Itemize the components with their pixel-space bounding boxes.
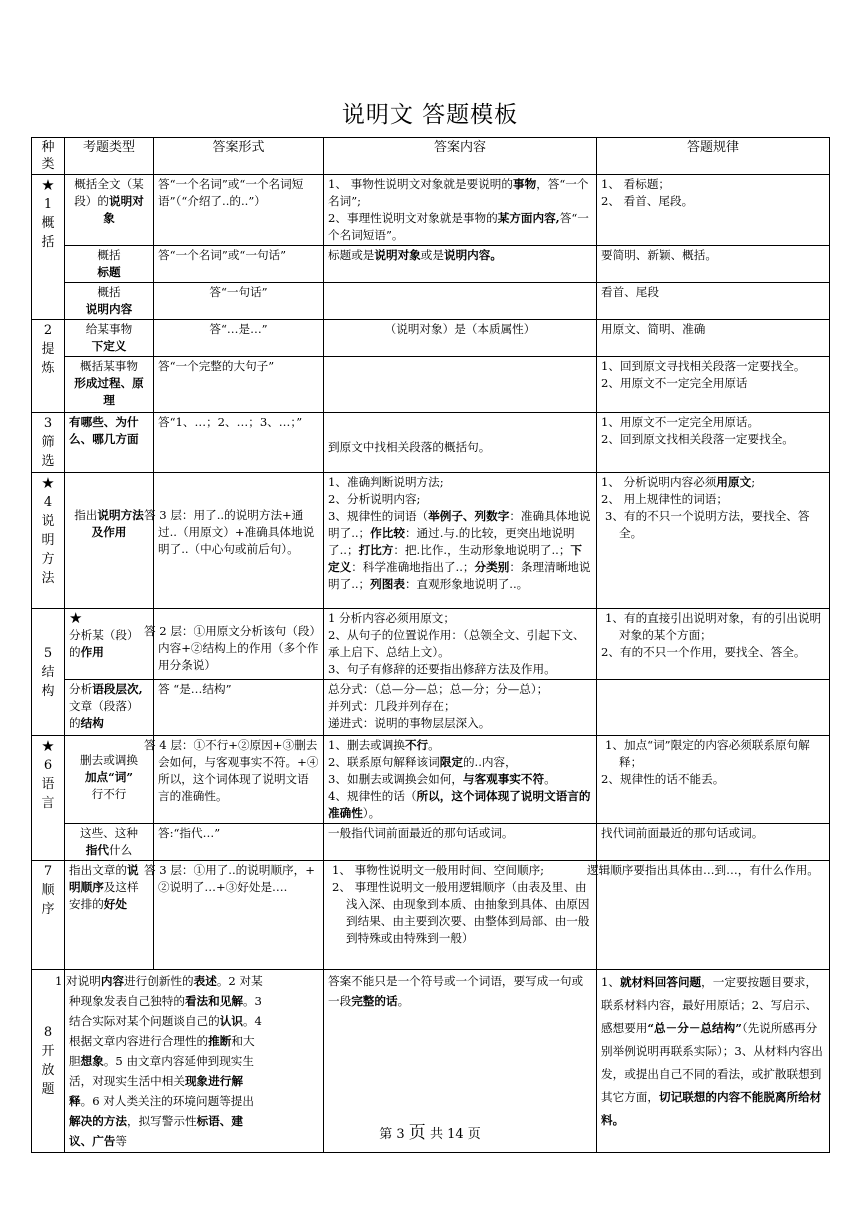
- answer-rule-cell: 1、 分析说明内容必须用原文; 2、 用上规律性的词语； 3、有的不只一个说明方法，要找全、答全。: [597, 473, 830, 609]
- answer-rule-cell: 找代词前面最近的那句话或词。: [597, 824, 830, 861]
- star-icon: ★: [41, 176, 55, 194]
- question-type-cell: ★ 分析某（段）的作用: [65, 609, 154, 680]
- answer-rule-cell: 看首、尾段: [597, 283, 830, 320]
- table-row: [32, 473, 830, 609]
- category-cell: 5 结构: [32, 609, 65, 736]
- answer-form-cell: 答 4 层：①不行+②原因+③删去会如何，与客观事实不符。+④所以，这个词体现了说明文语言的准确性。: [154, 736, 324, 824]
- answer-form-cell: 答 2 层：①用原文分析该句（段）内容+②结构上的作用（多个作用分条说）: [154, 609, 324, 680]
- table-row: [32, 357, 830, 413]
- header-answer-form: 答案形式: [154, 138, 324, 175]
- page-label: 页: [408, 1123, 426, 1143]
- question-type-cell: 概括 说明内容: [65, 283, 154, 320]
- star-icon: ★: [69, 609, 83, 627]
- answer-rule-cell: 要简明、新颖、概括。: [597, 246, 830, 283]
- category-cell: 7 顺序: [32, 861, 65, 970]
- header-category: 种类: [32, 138, 65, 175]
- category-cell: 2 提炼: [32, 320, 65, 413]
- category-cell: 3 筛选: [32, 413, 65, 473]
- answer-rule-cell: 用原文、简明、准确: [597, 320, 830, 357]
- answer-content-cell: [324, 357, 597, 413]
- category-cell: 8 开放题: [32, 970, 65, 1153]
- answer-form-cell: 答“一个名词”或“一句话”: [154, 246, 324, 283]
- answer-content-cell: 标题或是说明对象或是说明内容。: [324, 246, 597, 283]
- answer-rule-cell: 1、用原文不一定完全用原话。 2、回到原文找相关段落一定要找全。: [597, 413, 830, 473]
- answer-content-cell: 1、删去或调换不行。 2、联系原句解释该词限定的..内容， 3、如删去或调换会如何，与客观事实不符。 4、规律性的话（所以，这个词体现了说明文语言的准确性）。: [324, 736, 597, 824]
- answer-rule-cell: 1、加点“词”限定的内容必须联系原句解释； 2、规律性的话不能丢。: [597, 736, 830, 824]
- question-type-cell: 1 对说明内容进行创新性的表述。2 对某种现象发表自己独特的看法和见解。3 结合实际对某个问题谈自己的认识。4 根据文章内容进行合理性的推断和大胆想象。5 由文章内容延伸到现实生活，对现实生活中相关现象进行解释。6 对人类关注的环境问题等提出解决的方法，拟写警示性标语、建议、广告等: [65, 970, 324, 1153]
- answer-content-cell: 到原文中找相关段落的概括句。: [324, 413, 597, 473]
- star-icon: ★: [41, 474, 55, 492]
- question-type-cell: 概括某事物 形成过程、原理: [65, 357, 154, 413]
- answer-form-cell: 答 3 层：用了..的说明方法+通过..（用原文）+准确具体地说明了..（中心句或前后句）。: [154, 473, 324, 609]
- question-type-cell: 指出说明方法及作用: [65, 473, 154, 609]
- page-footer: 第 3 页 共 14 页: [379, 1123, 481, 1143]
- table-row: [32, 246, 830, 283]
- answer-rule-cell: 逻辑顺序要指出具体由…到…，有什么作用。: [597, 861, 830, 970]
- answer-rule-cell: 1、回到原文寻找相关段落一定要找全。 2、用原文不一定完全用原话: [597, 357, 830, 413]
- table-row: [32, 413, 830, 473]
- answer-content-cell: 1 分析内容必须用原文； 2、从句子的位置说作用：（总领全文、引起下文、承上启下、总结上文）。 3、句子有修辞的还要指出修辞方法及作用。: [324, 609, 597, 680]
- question-type-cell: 给某事物 下定义: [65, 320, 154, 357]
- question-type-cell: 有哪些、为什么、哪几方面: [65, 413, 154, 473]
- answer-form-cell: 答:“指代…”: [154, 824, 324, 861]
- question-type-cell: 这些、这种 指代什么: [65, 824, 154, 861]
- answer-form-cell: 答“一句话”: [154, 283, 324, 320]
- category-cell: ★ 6 语言: [32, 736, 65, 861]
- table-row: [32, 824, 830, 861]
- answer-rule-cell: [597, 680, 830, 736]
- answer-content-cell: 1、准确判断说明方法; 2、分析说明内容; 3、规律性的词语（举例子、列数字：准确具体地说明了..；作比较：通过.与.的比较，更突出地说明了..；打比方：把.比作.，生动形象地说明了..；下定义：科学准确地指出了..；分类别：条理清晰地说明了..；列图表：直观形象地说明了..。: [324, 473, 597, 609]
- table-row: [32, 175, 830, 246]
- category-cell: ★ 1 概括: [32, 175, 65, 320]
- answer-template-table: [31, 137, 830, 1153]
- table-row: [32, 861, 830, 970]
- question-type-cell: 概括全文（某段）的说明对象: [65, 175, 154, 246]
- question-type-cell: 删去或调换 加点“词” 行不行: [65, 736, 154, 824]
- header-answer-rule: 答题规律: [597, 138, 830, 175]
- answer-form-cell: 答“一个名词”或“一个名词短语”（“介绍了..的..”）: [154, 175, 324, 246]
- answer-content-cell: [324, 283, 597, 320]
- answer-content-cell: （说明对象）是（本质属性）: [324, 320, 597, 357]
- answer-content-cell: 1、 事物性说明文对象就是要说明的事物，答“一个名词”; 2、事理性说明文对象就是事物的某方面内容,答“一个名词短语”。: [324, 175, 597, 246]
- answer-content-cell: 1、 事物性说明文一般用时间、空间顺序; 2、 事理性说明文一般用逻辑顺序（由表及里、由浅入深、由现象到本质、由抽象到具体、由原因到结果、由主要到次要、由整体到局部、由一般到特殊或由特殊到一般）: [324, 861, 597, 970]
- answer-form-cell: 答“一个完整的大句子”: [154, 357, 324, 413]
- table-row: [32, 283, 830, 320]
- answer-form-cell: 答 “是…结构”: [154, 680, 324, 736]
- answer-content-cell: 一般指代词前面最近的那句话或词。: [324, 824, 597, 861]
- answer-form-cell: 答“1、…；2、…；3、…；”: [154, 413, 324, 473]
- category-cell: ★ 4 说明方法: [32, 473, 65, 609]
- table-row: [32, 609, 830, 680]
- table-row: [32, 320, 830, 357]
- answer-rule-cell: 1、有的直接引出说明对象，有的引出说明对象的某个方面； 2、有的不只一个作用，要找全、答全。: [597, 609, 830, 680]
- question-type-cell: 指出文章的说明顺序及这样安排的好处: [65, 861, 154, 970]
- question-type-cell: 分析语段层次,文章（段落）的结构: [65, 680, 154, 736]
- header-answer-content: 答案内容: [324, 138, 597, 175]
- answer-form-cell: 答 3 层：①用了..的说明顺序，+②说明了…+③好处是….: [154, 861, 324, 970]
- page-title: 说明文 答题模板: [341, 102, 519, 128]
- star-icon: ★: [41, 737, 55, 755]
- table-row: [32, 680, 830, 736]
- answer-content-cell: 总分式：（总—分—总；总—分；分—总）； 并列式：几段并列存在； 递进式：说明的事物层层深入。: [324, 680, 597, 736]
- answer-form-cell: 答“…是…”: [154, 320, 324, 357]
- table-row: [32, 736, 830, 824]
- answer-rule-cell: 1、就材料回答问题，一定要按题目要求，联系材料内容，最好用原话；2、写启示、感想要用“总－分－总结构”（先说所感再分别举例说明再联系实际）；3、从材料内容出发，或提出自己不同的看法，或扩散联想到其它方面，切记联想的内容不能脱离所给材料。: [597, 970, 830, 1153]
- answer-rule-cell: 1、 看标题； 2、 看首、尾段。: [597, 175, 830, 246]
- question-type-cell: 概括 标题: [65, 246, 154, 283]
- table-header-row: [32, 138, 830, 175]
- answer-content-cell: 答案不能只是一个符号或一个词语，要写成一句或一段完整的话。: [324, 970, 597, 1153]
- header-question-type: 考题类型: [65, 138, 154, 175]
